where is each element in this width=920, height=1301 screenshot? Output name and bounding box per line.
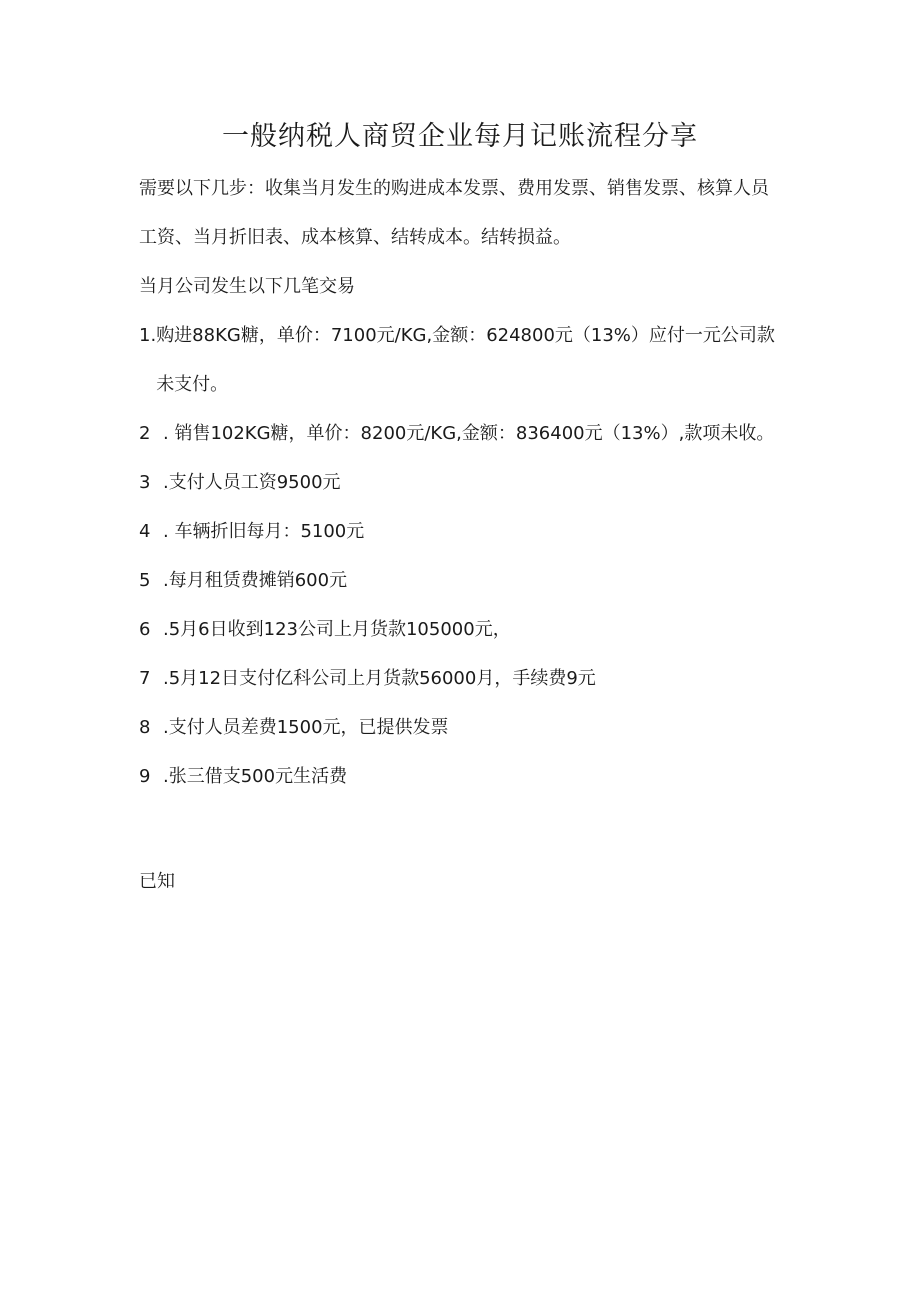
intro-paragraph: 需要以下几步：收集当月发生的购进成本发票、费用发票、销售发票、核算人员工资、当月折旧表、成本核算、结转成本。结转损益。 (139, 178, 769, 248)
item-text: .支付人员工资9500元 (163, 472, 341, 493)
item-number: 9 (139, 766, 151, 787)
closing-text: 已知 (139, 871, 175, 892)
list-item (139, 556, 784, 605)
item-number: 7 (139, 668, 151, 689)
list-item (139, 409, 784, 458)
item-text: .5月12日支付亿科公司上月货款56000月，手续费9元 (163, 668, 596, 689)
item-text: . 车辆折旧每月：5100元 (163, 521, 365, 542)
list-item (139, 752, 784, 801)
item-text: .支付人员差费1500元，已提供发票 (163, 717, 449, 738)
item-text: .张三借支500元生活费 (163, 766, 348, 787)
item-number: 8 (139, 717, 151, 738)
list-item (139, 311, 784, 409)
item-number: 1. (139, 325, 157, 346)
item-number: 3 (139, 472, 151, 493)
list-item (139, 458, 784, 507)
transactions-list (139, 311, 784, 801)
list-item (139, 654, 784, 703)
item-number: 5 (139, 570, 151, 591)
list-item (139, 605, 784, 654)
transactions-lead: 当月公司发生以下几笔交易 (139, 276, 355, 297)
item-text: .每月租赁费摊销600元 (163, 570, 348, 591)
item-text: .5月6日收到123公司上月货款105000元， (163, 619, 511, 640)
item-text: 购进88KG糖，单价：7100元/KG,金额：624800元（13%）应付一元公司款未支付。 (156, 325, 775, 395)
list-item (139, 507, 784, 556)
item-number: 2 (139, 423, 151, 444)
list-item (139, 703, 784, 752)
item-number: 6 (139, 619, 151, 640)
document-title: 一般纳税人商贸企业每月记账流程分享 (222, 121, 698, 152)
item-text: . 销售102KG糖，单价：8200元/KG,金额：836400元（13%）,款项未收。 (163, 423, 775, 444)
item-number: 4 (139, 521, 151, 542)
